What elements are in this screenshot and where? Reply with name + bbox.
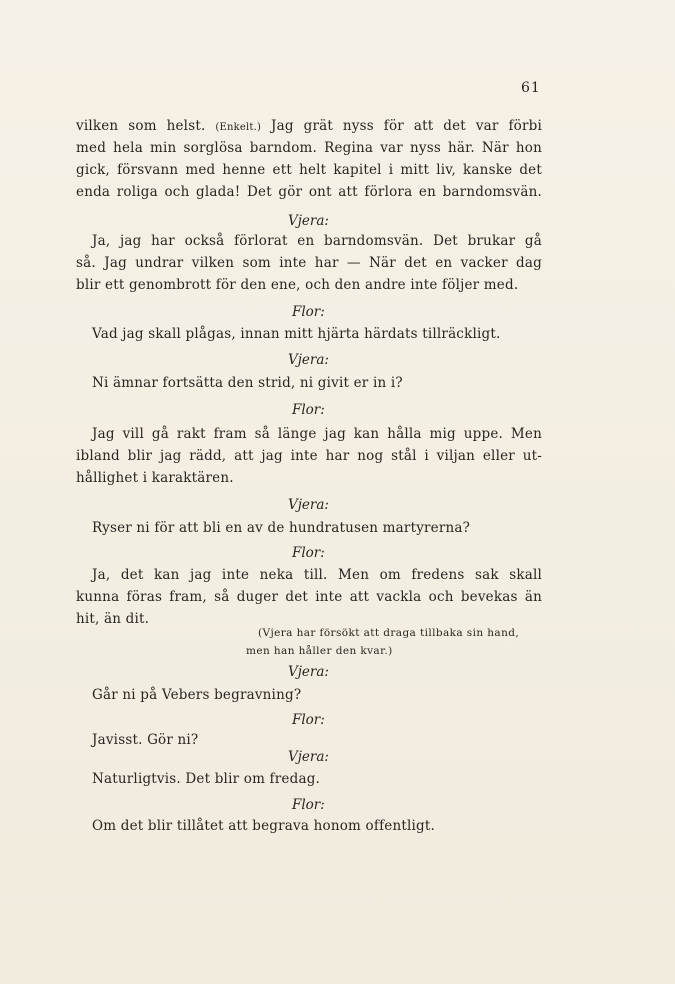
speaker-name: Vjera: bbox=[288, 749, 329, 765]
paragraph bbox=[92, 230, 542, 252]
text-line: hit, än dit. bbox=[76, 611, 150, 627]
stage-direction-line: (Vjera har försökt att draga tillbaka sin hand, bbox=[258, 627, 520, 639]
paragraph bbox=[76, 445, 542, 489]
speaker-name: Flor: bbox=[292, 797, 325, 813]
text-line: kunna föras fram, så duger det inte att vackla och bevekas än bbox=[76, 589, 542, 605]
paragraph bbox=[92, 423, 542, 445]
paragraph bbox=[92, 517, 542, 539]
speaker-name: Flor: bbox=[292, 304, 325, 320]
paragraph bbox=[92, 815, 542, 837]
speaker-name: Vjera: bbox=[288, 352, 329, 368]
text-line: vilken som helst. (Enkelt.) Jag grät nyss för att det var förbi bbox=[76, 118, 542, 134]
speaker-name: Vjera: bbox=[288, 497, 329, 513]
text-line: Ni ämnar fortsätta den strid, ni givit er in i? bbox=[92, 375, 403, 391]
speaker-name: Flor: bbox=[292, 712, 325, 728]
text-line: Jag vill gå rakt fram så länge jag kan hålla mig uppe. Men bbox=[92, 426, 542, 442]
paragraph bbox=[92, 323, 542, 345]
text-line: så. Jag undrar vilken som inte har — När det en vacker dag bbox=[76, 255, 542, 271]
stage-direction bbox=[246, 642, 393, 660]
speaker-name: Flor: bbox=[292, 545, 325, 561]
text-line: enda roliga och glada! Det gör ont att förlora en barndomsvän. bbox=[76, 184, 542, 200]
speaker-name: Flor: bbox=[292, 402, 325, 418]
text-line: Naturligtvis. Det blir om fredag. bbox=[92, 771, 321, 787]
text-line: Går ni på Vebers begravning? bbox=[92, 687, 302, 703]
text-line: blir ett genombrott för den ene, och den andre inte följer med. bbox=[76, 277, 519, 293]
paragraph bbox=[92, 684, 542, 706]
text-line: Javisst. Gör ni? bbox=[92, 732, 199, 748]
paragraph bbox=[92, 372, 542, 394]
text-line: Ryser ni för att bli en av de hundratusen martyrerna? bbox=[92, 520, 471, 536]
text-line: Vad jag skall plågas, innan mitt hjärta härdats tillräckligt. bbox=[92, 326, 501, 342]
paragraph bbox=[92, 768, 542, 790]
page-number: 61 bbox=[521, 80, 541, 96]
text-line: Ja, jag har också förlorat en barndomsvän. Det brukar gå bbox=[92, 233, 542, 249]
text-line: Ja, det kan jag inte neka till. Men om fredens sak skall bbox=[92, 567, 542, 583]
stage-direction bbox=[258, 624, 519, 642]
stage-direction-line: men han håller den kvar.) bbox=[246, 645, 393, 657]
paragraph bbox=[92, 564, 542, 586]
paragraph bbox=[76, 252, 542, 296]
text-line: ibland blir jag rädd, att jag inte har nog stål i viljan eller ut- bbox=[76, 448, 542, 464]
speaker-name: Vjera: bbox=[288, 664, 329, 680]
text-line: hållighet i karaktären. bbox=[76, 470, 234, 486]
text-line: med hela min sorglösa barndom. Regina var nyss här. När hon bbox=[76, 140, 542, 156]
text-line: Om det blir tillåtet att begrava honom offentligt. bbox=[92, 818, 435, 834]
text-line: gick, försvann med henne ett helt kapitel i mitt liv, kanske det bbox=[76, 162, 542, 178]
speaker-name: Vjera: bbox=[288, 213, 329, 229]
inline-stage-direction: (Enkelt.) bbox=[215, 122, 262, 133]
paragraph bbox=[76, 115, 542, 203]
